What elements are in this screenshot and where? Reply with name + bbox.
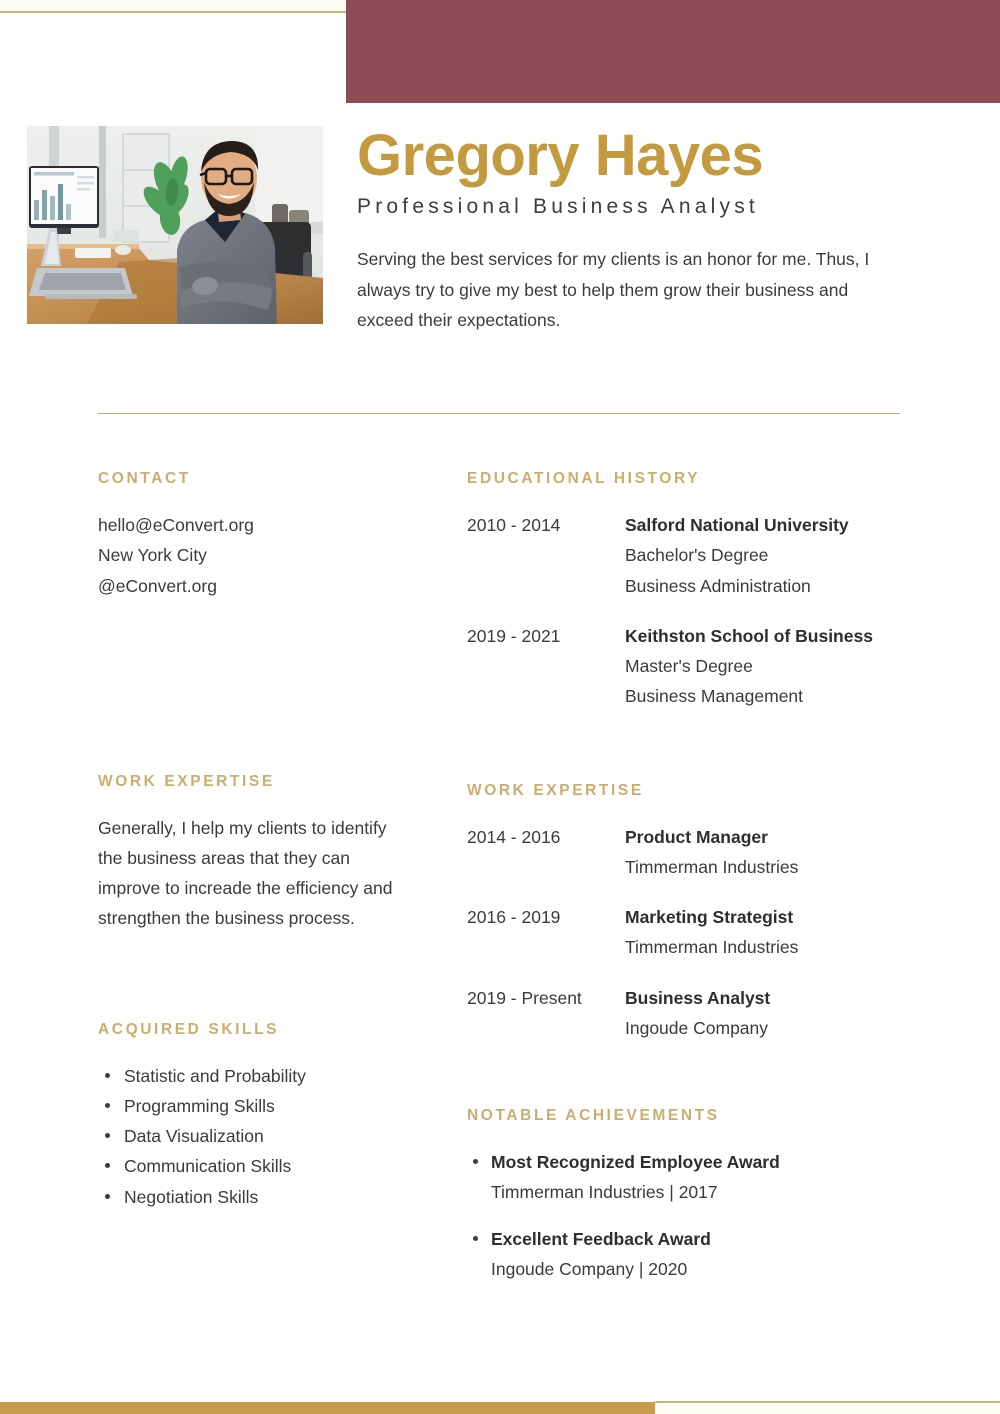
spacer bbox=[98, 933, 408, 1021]
experience-date: 2016 - 2019 bbox=[467, 907, 561, 928]
achievements-section bbox=[467, 1107, 907, 1284]
education-entry-body bbox=[625, 510, 907, 601]
bottom-gold-rule bbox=[655, 1401, 1000, 1403]
experience-entry bbox=[467, 902, 907, 963]
experience-company: Timmerman Industries bbox=[625, 937, 799, 958]
experience-date: 2019 - Present bbox=[467, 987, 582, 1008]
profile-photo bbox=[27, 126, 323, 324]
profile-summary: Serving the best services for my clients is an honor for me. Thus, I always try to give my best to help them grow their business and exceed their expectations. bbox=[357, 249, 870, 331]
list-item: Data Visualization bbox=[98, 1121, 408, 1151]
job-role: Professional Business Analyst bbox=[357, 195, 759, 219]
achievement-title: Excellent Feedback Award bbox=[491, 1229, 711, 1250]
bottom-gold-bar bbox=[0, 1402, 655, 1414]
experience-position: Business Analyst bbox=[625, 987, 771, 1008]
education-institution: Salford National University bbox=[625, 515, 849, 535]
experience-entry bbox=[467, 983, 907, 1044]
experience-entry-body bbox=[625, 983, 907, 1044]
experience-entry-body bbox=[625, 822, 907, 883]
expertise-summary-title: WORK EXPERTISE bbox=[98, 772, 275, 790]
experience-position: Marketing Strategist bbox=[625, 907, 794, 928]
experience-section bbox=[467, 782, 907, 1044]
education-field: Business Administration bbox=[625, 575, 811, 596]
list-item: Programming Skills bbox=[98, 1091, 408, 1121]
achievements-section-title: NOTABLE ACHIEVEMENTS bbox=[467, 1107, 720, 1125]
education-degree: Master's Degree bbox=[625, 656, 753, 677]
experience-company: Ingoude Company bbox=[625, 1017, 769, 1038]
spacer bbox=[98, 601, 408, 773]
bottom-cream-band bbox=[655, 1402, 1000, 1414]
page-title: Gregory Hayes bbox=[357, 123, 764, 188]
contact-handle: @eConvert.org bbox=[98, 575, 217, 596]
experience-entry bbox=[467, 822, 907, 883]
contact-location: New York City bbox=[98, 545, 207, 566]
contact-section-title: CONTACT bbox=[98, 470, 191, 487]
list-item: Communication Skills bbox=[98, 1151, 408, 1181]
education-entry-body bbox=[625, 621, 907, 712]
achievement-title: Most Recognized Employee Award bbox=[491, 1152, 780, 1173]
contact-section bbox=[98, 470, 408, 601]
experience-entry-body bbox=[625, 902, 907, 963]
list-item bbox=[467, 1224, 907, 1284]
experience-date: 2014 - 2016 bbox=[467, 826, 561, 847]
education-institution: Keithston School of Business bbox=[625, 625, 873, 646]
left-column bbox=[98, 470, 408, 1212]
header-text bbox=[357, 123, 902, 336]
expertise-summary-section bbox=[98, 773, 408, 933]
expertise-summary-text: Generally, I help my clients to identify the business areas that they can improve to increade the efficiency and strengthen the business process. bbox=[98, 817, 393, 929]
contact-email: hello@eConvert.org bbox=[98, 515, 254, 535]
list-item: Statistic and Probability bbox=[98, 1061, 408, 1091]
top-maroon-block bbox=[346, 0, 1000, 103]
profile-photo-illustration bbox=[27, 126, 323, 324]
experience-position: Product Manager bbox=[625, 826, 768, 847]
education-section bbox=[467, 470, 907, 712]
education-entry bbox=[467, 510, 907, 601]
experience-section-title: WORK EXPERTISE bbox=[467, 781, 644, 799]
education-degree: Bachelor's Degree bbox=[625, 545, 769, 566]
top-cream-band bbox=[0, 0, 346, 11]
skills-section-title: ACQUIRED SKILLS bbox=[98, 1021, 280, 1039]
spacer bbox=[467, 1043, 907, 1107]
skills-section bbox=[98, 1021, 408, 1211]
education-date: 2010 - 2014 bbox=[467, 515, 561, 535]
education-field: Business Management bbox=[625, 686, 804, 707]
top-gold-rule bbox=[0, 11, 346, 13]
education-date: 2019 - 2021 bbox=[467, 625, 561, 646]
skills-list bbox=[98, 1061, 408, 1211]
right-column bbox=[467, 470, 907, 1285]
education-entry bbox=[467, 621, 907, 712]
list-item: Negotiation Skills bbox=[98, 1182, 408, 1212]
education-section-title: EDUCATIONAL HISTORY bbox=[467, 470, 701, 487]
achievement-detail: Ingoude Company | 2020 bbox=[491, 1259, 688, 1280]
experience-company: Timmerman Industries bbox=[625, 856, 799, 877]
achievement-detail: Timmerman Industries | 2017 bbox=[491, 1182, 718, 1203]
achievements-list bbox=[467, 1147, 907, 1284]
header-divider bbox=[98, 413, 900, 414]
spacer bbox=[467, 712, 907, 782]
list-item bbox=[467, 1147, 907, 1207]
